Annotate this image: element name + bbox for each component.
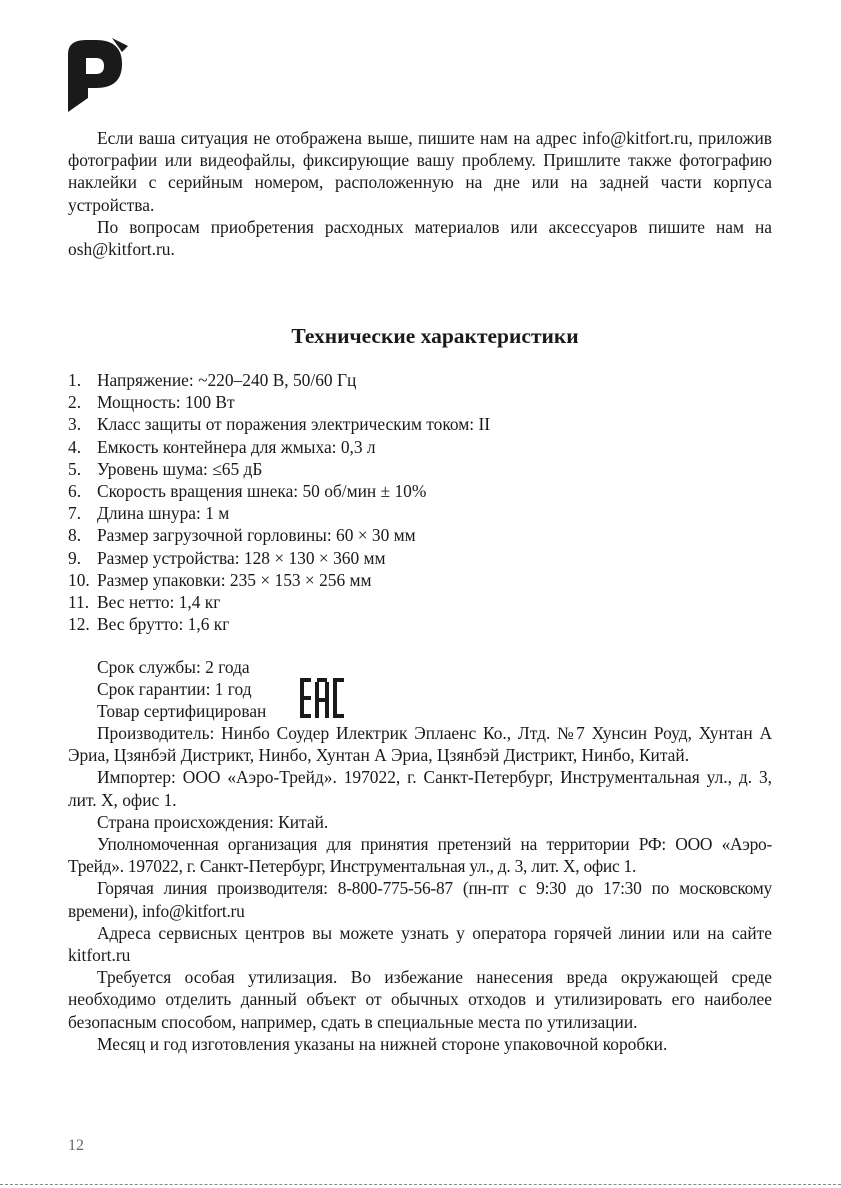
page-edge-divider [0,1184,841,1185]
spec-number: 1. [68,370,82,390]
spec-number: 10. [68,569,90,590]
disposal-notice: Требуется особая утилизация. Во избежание нанесения вреда окружающей среде необходимо отделить данный объект от обычных отходов и утилизировать его наиболее безопасным способом, например, сдать в специальные места по утилизации. [68,967,772,1032]
spec-number: 4. [68,436,82,457]
intro-block [68,127,772,260]
certified-label: Товар сертифицирован [97,701,267,722]
eac-certification-icon [300,678,344,718]
spec-number: 7. [68,503,82,524]
spec-item [68,436,772,458]
intro-paragraph-contact: Если ваша ситуация не отображена выше, пишите нам на адрес info@kitfort.ru, приложив фотографии или видеофайлы, фиксирующие вашу проблему. Пришлите также фотографию наклейки с серийным номером, расположенную на дне или на задней части корпуса устройства. [68,128,772,215]
spec-item [68,458,772,480]
spec-number: 9. [68,547,82,568]
spec-item [68,502,772,524]
spec-text: Размер загрузочной горловины: 60 × 30 мм [97,525,416,546]
spec-number: 12. [68,614,90,635]
spec-item [68,369,772,391]
service-info [68,656,772,723]
spec-item [68,391,772,413]
manufacture-date-notice: Месяц и год изготовления указаны на нижней стороне упаковочной коробки. [97,1033,668,1054]
country-of-origin: Страна происхождения: Китай. [97,811,329,832]
spec-text: Вес нетто: 1,4 кг [97,592,221,613]
spec-text: Класс защиты от поражения электрическим током: II [97,414,491,435]
spec-item [68,613,772,635]
section-title: Технические характеристики [291,324,579,348]
spec-item [68,480,772,502]
kitfort-logo-icon [66,36,130,112]
spec-item [68,569,772,591]
spec-text: Емкость контейнера для жмыха: 0,3 л [97,436,376,457]
spec-item [68,413,772,435]
intro-paragraph-accessories: По вопросам приобретения расходных материалов или аксессуаров пишите нам на osh@kitfort.ru. [68,216,772,260]
spec-text: Размер устройства: 128 × 130 × 360 мм [97,547,386,568]
spec-number: 2. [68,392,82,413]
spec-item [68,547,772,569]
legal-info [68,722,772,1055]
manufacturer: Производитель: Нинбо Соудер Илектрик Эплаенс Ко., Лтд. №7 Хунсин Роуд, Хунтан А Эриа, Цзянбэй Дистрикт, Нинбо, Хунтан А Эриа, Цзянбэй Дистрикт, Нинбо, Китай. [68,723,772,766]
importer: Импортер: ООО «Аэро-Трейд». 197022, г. Санкт-Петербург, Инструментальная ул., д. 3, лит. Х, офис 1. [68,767,772,810]
spec-text: Мощность: 100 Вт [97,392,235,413]
spec-text: Уровень шума: ≤65 дБ [97,458,263,479]
spec-number: 6. [68,481,82,502]
page-number: 12 [68,1137,84,1154]
hotline: Горячая линия производителя: 8-800-775-56-87 (пн-пт с 9:30 до 17:30 по московскому времени), info@kitfort.ru [68,878,772,921]
spec-number: 3. [68,414,82,435]
specs-list [68,369,772,635]
warranty: Срок гарантии: 1 год [97,679,252,700]
spec-item [68,591,772,613]
spec-item [68,524,772,546]
spec-text: Напряжение: ~220–240 В, 50/60 Гц [97,370,357,390]
spec-text: Длина шнура: 1 м [97,503,230,524]
service-life: Срок службы: 2 года [97,657,250,677]
spec-text: Размер упаковки: 235 × 153 × 256 мм [97,569,372,590]
spec-number: 8. [68,525,82,546]
spec-text: Вес брутто: 1,6 кг [97,614,230,635]
spec-number: 5. [68,458,82,479]
service-centers: Адреса сервисных центров вы можете узнать у оператора горячей линии или на сайте kitfort.ru [68,922,772,966]
spec-number: 11. [68,592,90,613]
authorized-organization: Уполномоченная организация для принятия претензий на территории РФ: ООО «Аэро-Трейд». 197022, г. Санкт-Петербург, Инструментальная ул., д. 3, лит. Х, офис 1. [68,834,772,877]
spec-text: Скорость вращения шнека: 50 об/мин ± 10% [97,481,427,502]
